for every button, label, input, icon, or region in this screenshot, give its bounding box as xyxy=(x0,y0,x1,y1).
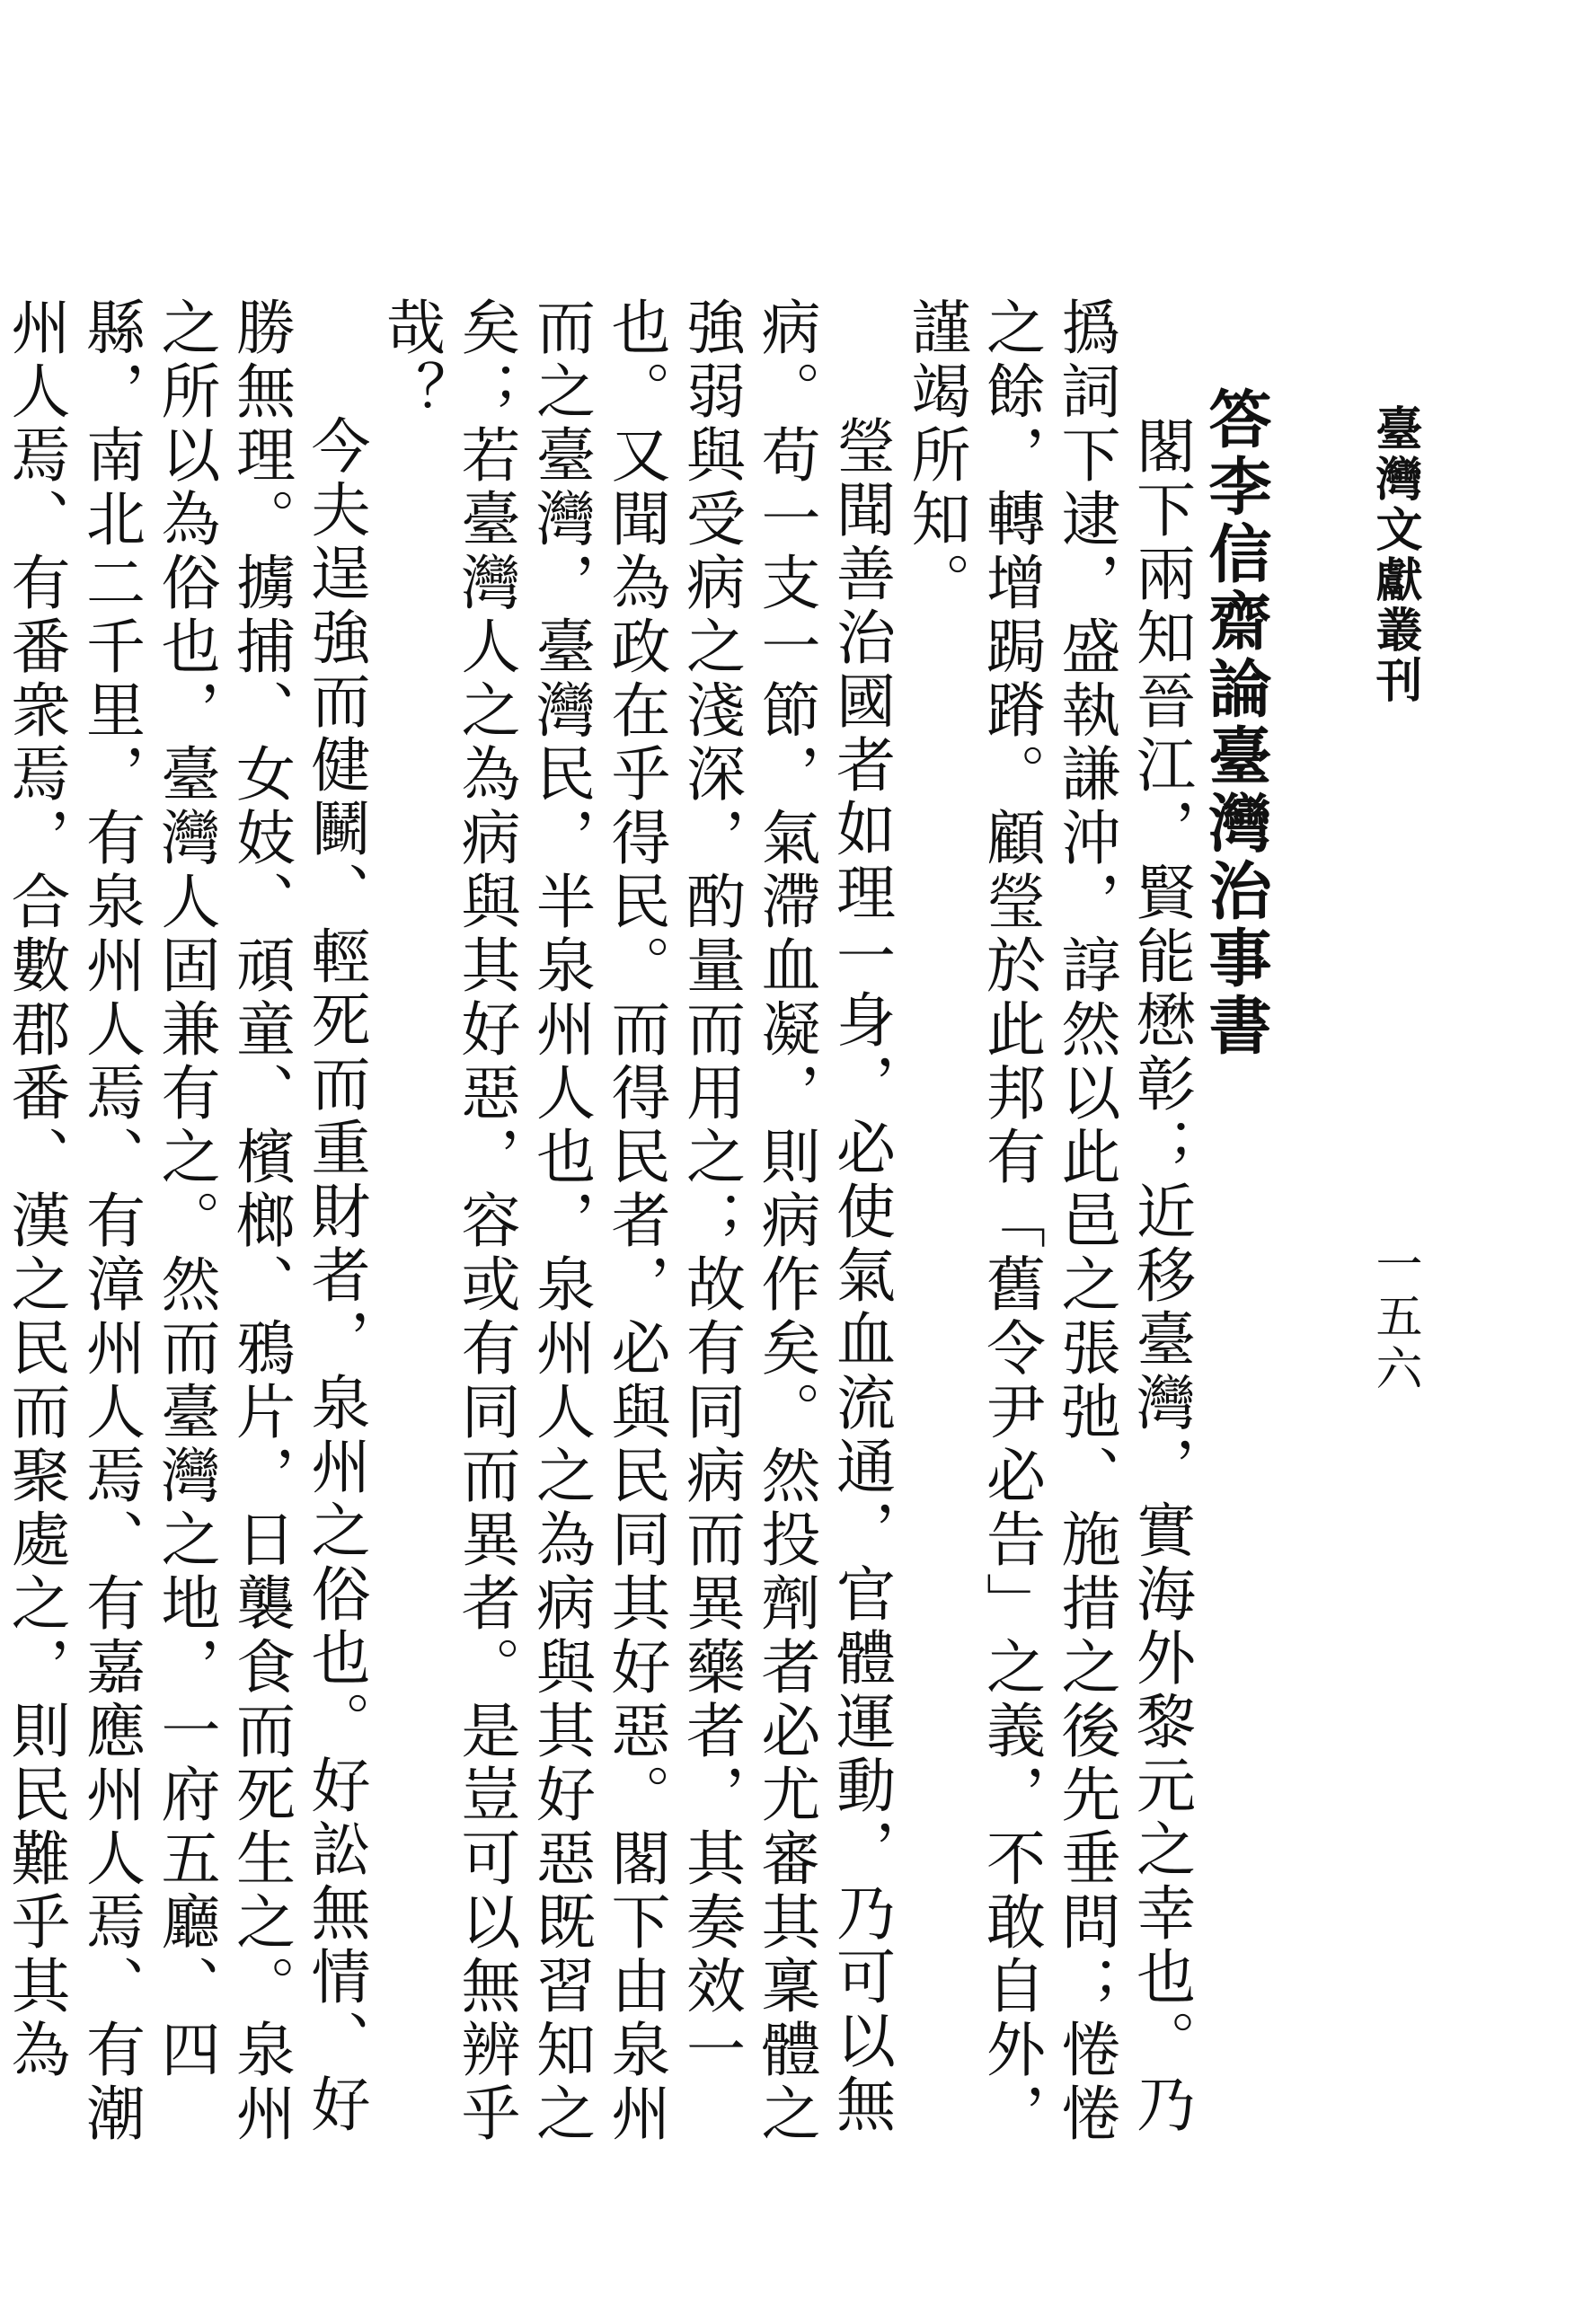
article-title: 答李信齋論臺灣治事書 xyxy=(1198,386,1273,1060)
paragraph-3: 今夫逞強而健鬭、輕死而重財者，泉州之俗也。好訟無情、好勝無理。擄捕、女妓、頑童、檳榔、鴉片，日襲食而死生之。泉州之所以為俗也，臺灣人固兼有之。然而臺灣之地，一府五廳、四縣，南北二千里，有泉州人焉、有漳州人焉、有嘉應州人焉、有潮州人焉、有番衆焉，合數郡番、漢之民而聚處之，則民難乎其為 xyxy=(1,296,370,2146)
article-body xyxy=(1,296,1273,2183)
page-number: 一五六 xyxy=(1367,1240,1421,1396)
paragraph-1: 閣下兩知晉江，賢能懋彰；近移臺灣，實海外黎元之幸也。乃撝詞下逮，盛執謙沖，諄然以此邑之張弛、施措之後先垂問；惓惓之餘，轉增跼蹐。顧瑩於此邦有「舊令尹必告」之義，不敢自外，謹竭所知。 xyxy=(901,296,1196,2146)
paragraph-2: 瑩聞善治國者如理一身，必使氣血流通，官體運動，乃可以無病。苟一支一節，氣滯血凝，則病作矣。然投劑者必尤審其稟體之強弱與受病之淺深，酌量而用之；故有同病而異藥者，其奏效一也。又聞為政在乎得民。而得民者，必與民同其好惡。閣下由泉州而之臺灣，臺灣民，半泉州人也，泉州人之為病與其好惡既習知之矣；若臺灣人之為病與其好惡，容或有同而異者。是豈可以無辨乎哉？ xyxy=(376,296,896,2146)
series-title: 臺灣文獻叢刊 xyxy=(1367,404,1422,706)
